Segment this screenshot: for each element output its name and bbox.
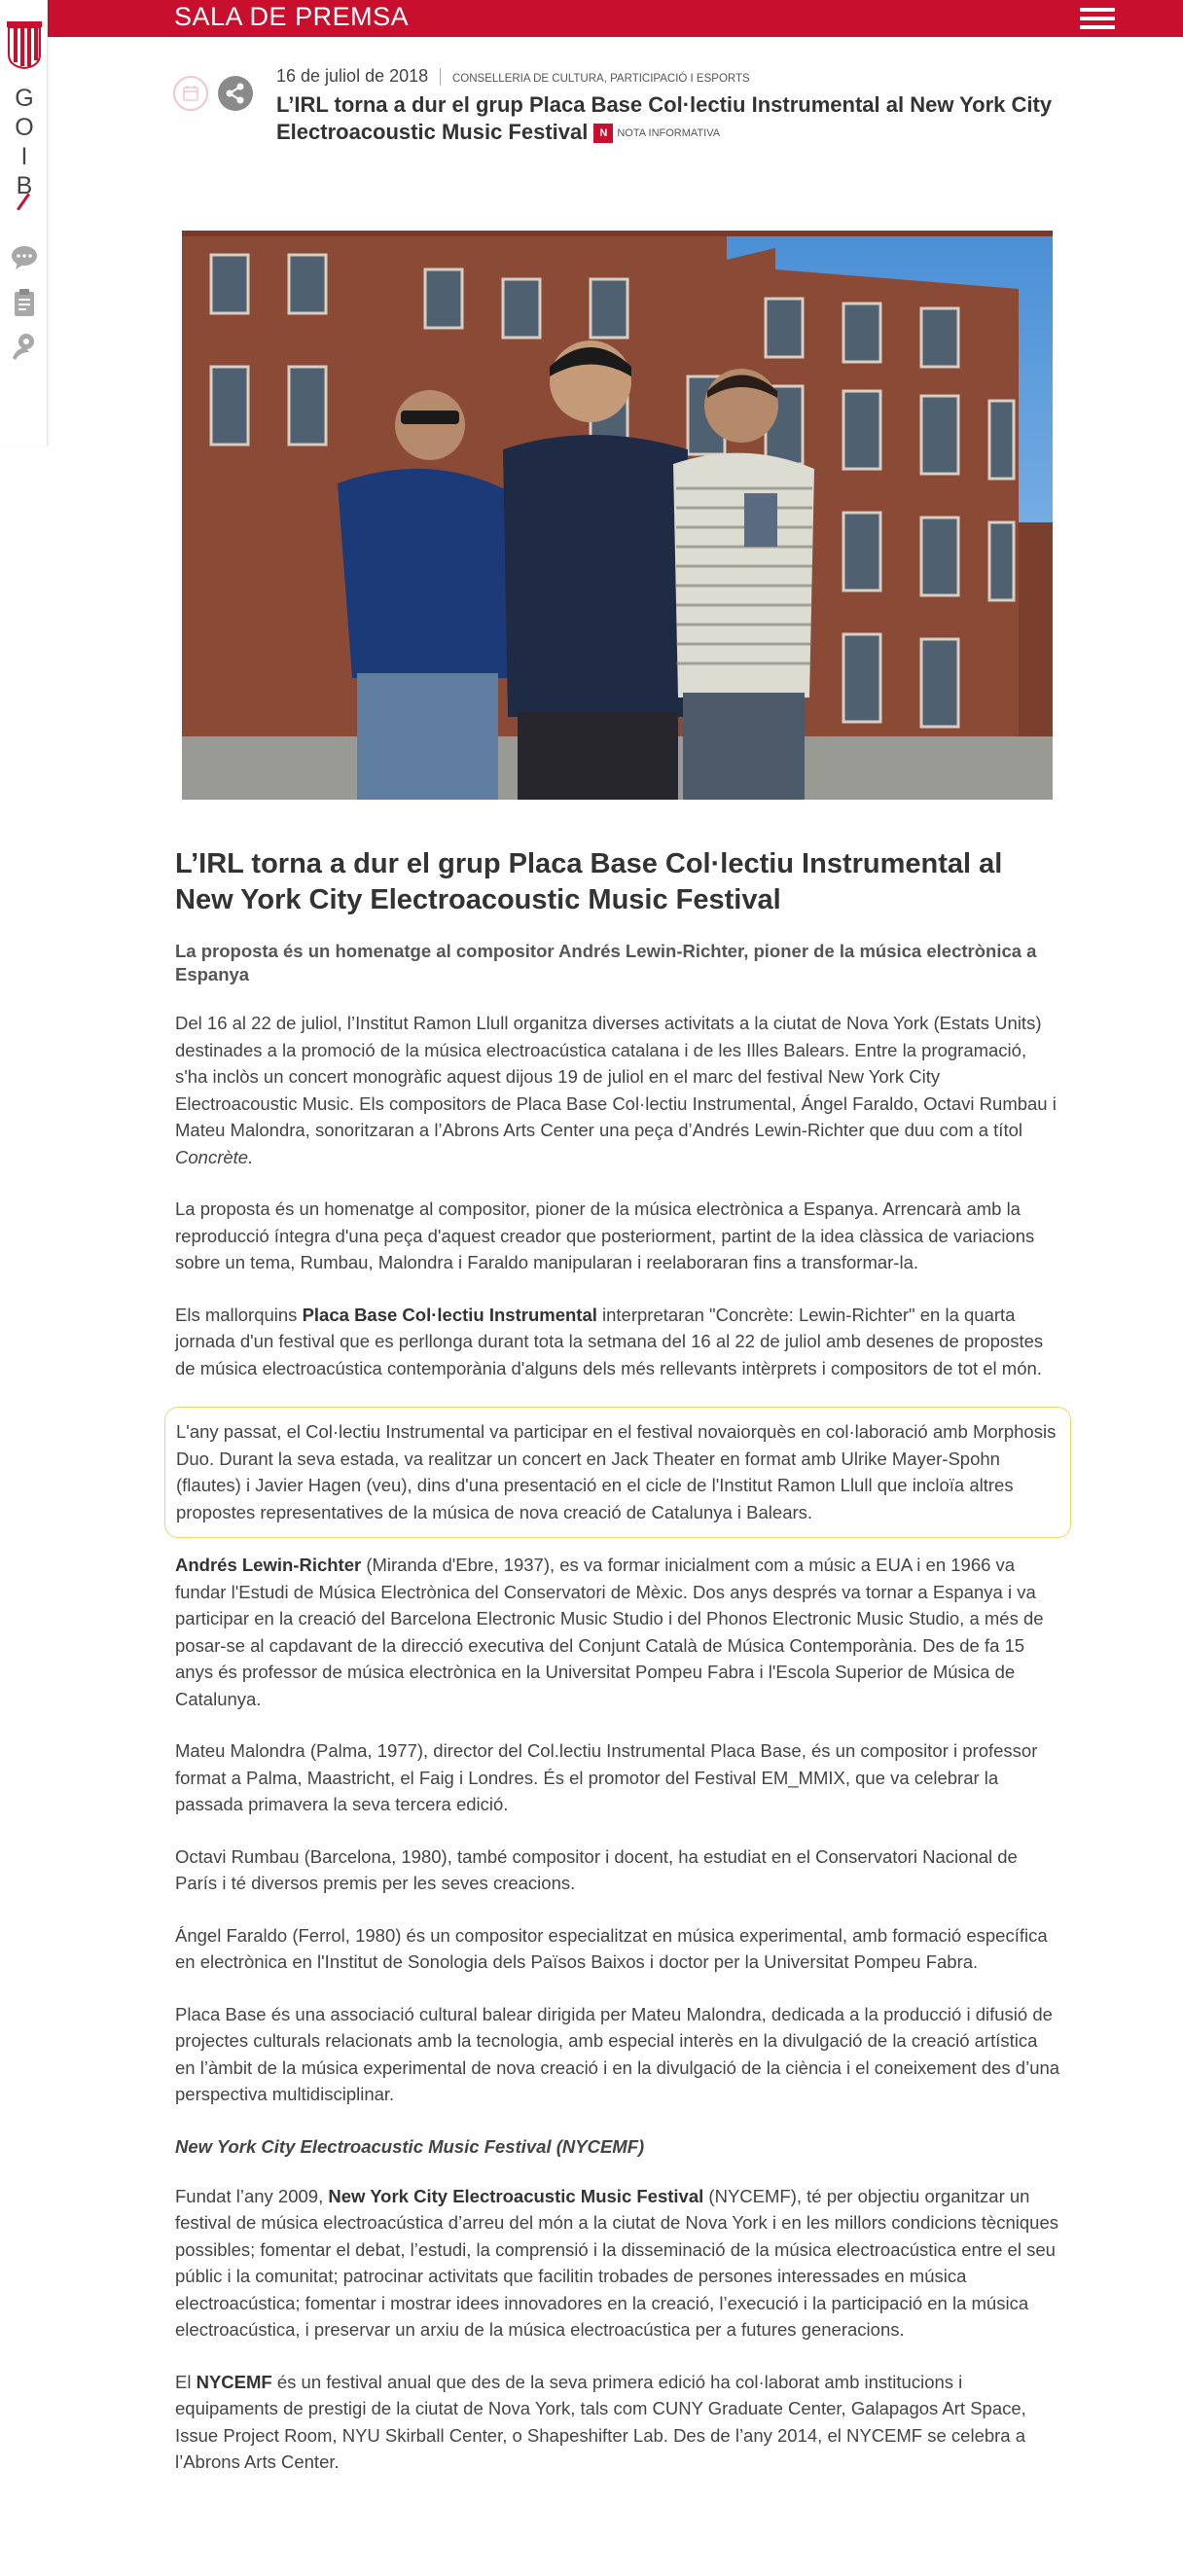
paragraph xyxy=(175,1010,1060,1170)
paragraph xyxy=(175,2183,1060,2343)
header-title xyxy=(276,91,1055,147)
paragraph-emphasis: Concrète. xyxy=(175,1146,254,1167)
paragraph: Ángel Faraldo (Ferrol, 1980) és un compositor especialitzat en música experimental, amb formació específica en electrònica en l'Institut de Sonologia dels Països Baixos i doctor per la Universitat Pompeu Fabra. xyxy=(175,1924,1048,1972)
top-bar xyxy=(48,0,1183,37)
section-heading: New York City Electroacustic Music Festival (NYCEMF) xyxy=(175,2135,645,2157)
news-type-label: NOTA INFORMATIVA xyxy=(617,127,721,140)
goib-logo-text[interactable]: G O I B xyxy=(15,85,34,199)
paragraph: Octavi Rumbau (Barcelona, 1980), també compositor i docent, ha estudiat en el Conservatori Nacional de París i té diversos premis per les seves creacions. xyxy=(175,1845,1018,1893)
paragraph: Placa Base és una associació cultural balear dirigida per Mateu Malondra, dedicada a la producció i difusió de projectes culturals relacionats amb la tecnologia, amb especial interès en la divulgació de la creació artística en l’àmbit de la música experimental de nova creació i en la divulgació de la ciència i el coneixement des d’una perspectiva multidisciplinar. xyxy=(175,2003,1060,2104)
paragraph-text: és un festival anual que des de la seva primera edició ha col·laborat amb institucions i equipaments de prestigi de la ciutat de Nova York, tals com CUNY Graduate Center, Galapagos Art Space, Issue Project Room, NYU Skirball Center, o Shapeshifter Lab. Des de l’any 2014, el NYCEMF se celebra a l’Abrons Arts Center. xyxy=(175,2371,1026,2472)
paragraph-bold: New York City Electroacustic Music Festival xyxy=(328,2185,704,2206)
paragraph xyxy=(175,1302,1060,1382)
paragraph-text: Fundat l’any 2009, xyxy=(175,2185,329,2206)
department-label[interactable]: CONSELLERIA DE CULTURA, PARTICIPACIÓ I ESPORTS xyxy=(452,73,750,85)
divider xyxy=(440,68,441,86)
article-subtitle: La proposta és un homenatge al compositor Andrés Lewin-Richter, pioner de la música electrònica a Espanya xyxy=(175,941,1037,984)
paragraph: Mateu Malondra (Palma, 1977), director del Col.lectiu Instrumental Placa Base, és un compositor i professor format a Palma, Maastricht, el Faig i Londres. És el promotor del Festival EM_MMIX, que va celebrar la passada primavera la seva tercera edició. xyxy=(175,1740,1038,1814)
header-title-text: L’IRL torna a dur el grup Placa Base Col·lectiu Instrumental al New York City Electroacoustic Music Festival xyxy=(276,92,1053,144)
paragraph: L'any passat, el Col·lectiu Instrumental va participar en el festival novaiorquès en col·laboració amb Morphosis Duo. Durant la seva estada, va realitzar un concert en Jack Theater en format amb Ulrike Mayer-Spohn (flautes) i Javier Hagen (veu), dins d'una presentació en el cicle de l'Institut Ramon Llull que incloïa altres propostes representatives de la música de nova creació de Catalunya i Balears. xyxy=(176,1421,1057,1522)
paragraph-text: (NYCEMF), té per objectiu organitzar un festival de música electroacústica d’arreu del món a la ciutat de Nova York i en les millors condicions tècniques possibles; fomentar el debat, l’estudi, la comprensió i la disseminació de la música electroacústica entre el seu públic i la comunitat; patrocinar activitats que facilitin trobades de persones interessades en música electroacústica; fomentar i mostrar idees innovadores en la creació, l’execució i la participació en la música electroacústica, i preservar un arxiu de la música electroacústica per a futures generacions. xyxy=(175,2185,1058,2340)
paragraph-bold: Andrés Lewin-Richter xyxy=(175,1555,362,1575)
paragraph-text: Els mallorquins xyxy=(175,1304,303,1325)
publish-date: 16 de juliol de 2018 xyxy=(276,66,429,86)
share-icon[interactable] xyxy=(218,76,253,111)
accessibility-icon[interactable] xyxy=(10,333,39,362)
article-title: L’IRL torna a dur el grup Placa Base Col·lectiu Instrumental al New York City Electroacoustic Music Festival xyxy=(175,848,1003,915)
clipboard-icon[interactable] xyxy=(10,288,39,317)
goib-logo-icon[interactable] xyxy=(7,21,42,70)
highlighted-paragraph xyxy=(164,1407,1071,1538)
paragraph: La proposta és un homenatge al compositor, pioner de la música electrònica a Espanya. Arrencarà amb la reproducció íntegra d'una peça d'aquest creador que posteriorment, partint de la idea clàssica de variacions sobre un tema, Rumbau, Malondra i Faraldo manipularan i reelaboraran fins a transformar-la. xyxy=(175,1199,1035,1272)
news-type-badge: N xyxy=(593,124,613,143)
article-photo xyxy=(182,231,1053,800)
chat-bubble-icon[interactable] xyxy=(10,243,39,272)
hamburger-icon[interactable] xyxy=(1080,8,1115,31)
article-body xyxy=(175,846,1060,2501)
paragraph-text: interpretaran "Concrète: Lewin-Richter" en la quarta jornada d'un festival que es perllonga durant tota la setmana del 16 al 22 de juliol amb desenes de propostes de música electroacústica contemporània d'alguns dels més rellevants intèrprets i compositors de tot el món. xyxy=(175,1304,1044,1378)
calendar-icon xyxy=(173,76,208,111)
section-title[interactable]: SALA DE PREMSA xyxy=(174,2,410,31)
paragraph-bold: NYCEMF xyxy=(196,2371,272,2392)
paragraph xyxy=(175,2369,1060,2476)
paragraph-text: El xyxy=(175,2371,197,2392)
left-sidebar xyxy=(0,0,48,446)
paragraph-text: Del 16 al 22 de juliol, l’Institut Ramon Llull organitza diverses activitats a la ciutat de Nova York (Estats Units) destinades a la promoció de la música electroacústica catalana i de les Illes Balears. Entre la programació, s'ha inclòs un concert monogràfic aquest dijous 19 de juliol en el marc del festival New York City Electroacoustic Music. Els compositors de Placa Base Col·lectiu Instrumental, Ángel Faraldo, Octavi Rumbau i Mateu Malondra, sonoritzaran a l’Abrons Arts Center una peça d’Andrés Lewin-Richter que duu com a títol xyxy=(175,1013,1057,1140)
paragraph-text: (Miranda d'Ebre, 1937), es va formar inicialment com a músic a EUA i en 1966 va fundar l'Estudi de Música Electrònica del Conservatori de Mèxic. Dos anys després va tornar a Espanya i va participar en la creació del Barcelona Electronic Music Studio i del Phonos Electronic Music Studio, a més de posar-se al capdavant de la direcció executiva del Conjunt Català de Música Contemporània. Des de fa 15 anys és professor de música electrònica en la Universitat Pompeu Fabra i l'Escola Superior de Música de Catalunya. xyxy=(175,1555,1044,1709)
paragraph-bold: Placa Base Col·lectiu Instrumental xyxy=(302,1304,597,1325)
paragraph xyxy=(175,1552,1060,1712)
